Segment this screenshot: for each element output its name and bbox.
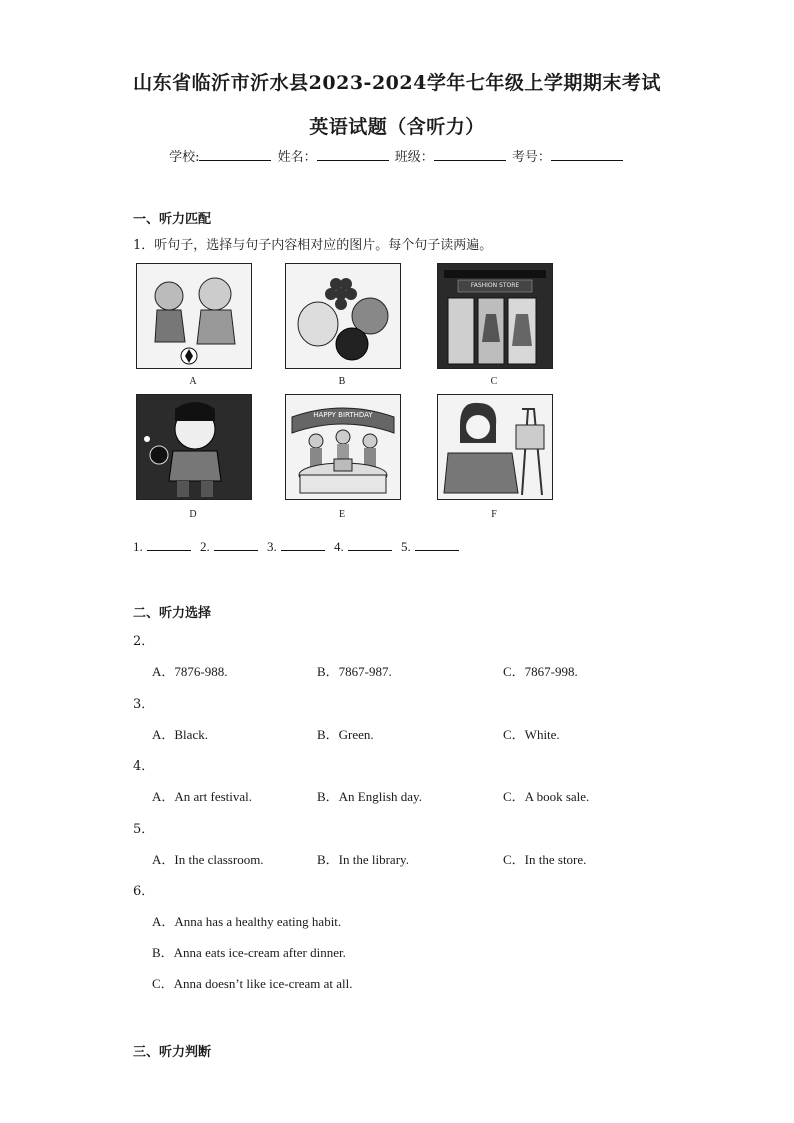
school-blank[interactable]: [199, 148, 271, 161]
option-c[interactable]: C．A book sale.: [503, 789, 590, 804]
option-c[interactable]: C．White.: [503, 727, 560, 742]
picture-d-label: D: [189, 509, 197, 520]
picture-c-store-icon: [437, 263, 553, 369]
exam-number-blank[interactable]: [551, 148, 623, 161]
answer-blanks: [133, 538, 465, 555]
section3-heading: 三、听力判断: [133, 1045, 212, 1060]
option-a[interactable]: A．An art festival.: [152, 789, 253, 804]
birthday-banner: HAPPY BIRTHDAY: [313, 411, 373, 419]
question-number: 3．: [133, 697, 155, 712]
answer-blank[interactable]: [348, 538, 392, 551]
picture-e-label: E: [338, 509, 346, 520]
section1-instruction: 1．听句子，选择与句子内容相对应的图片。每个句子读两遍。: [133, 238, 493, 253]
answer-number: 3.: [267, 539, 277, 554]
picture-c-label: C: [490, 376, 498, 387]
exam-number-label: 考号：: [511, 150, 551, 165]
exam-title-line2: 英语试题（含听力）: [309, 116, 485, 138]
name-blank[interactable]: [317, 148, 389, 161]
question-number: 4．: [133, 759, 155, 774]
answer-number: 1.: [133, 539, 143, 554]
answer-blank[interactable]: [415, 538, 459, 551]
picture-b-fruits-icon: [285, 263, 401, 369]
name-label: 姓名：: [277, 150, 317, 165]
option-c[interactable]: C．In the store.: [503, 852, 587, 867]
picture-e-birthday-icon: [285, 394, 401, 500]
question-number: 2．: [133, 634, 155, 649]
school-label: 学校:: [169, 150, 200, 165]
store-sign: FASHION STORE: [470, 282, 520, 289]
picture-f-painting-icon: [437, 394, 553, 500]
picture-a-label: A: [189, 376, 197, 387]
option-a[interactable]: A．In the classroom.: [152, 852, 264, 867]
picture-d-ping-pong-icon: [136, 394, 252, 500]
option-c[interactable]: C．Anna doesn’t like ice-cream at all.: [152, 976, 353, 991]
class-label: 班级：: [394, 150, 434, 165]
answer-number: 5.: [401, 539, 411, 554]
question-number: 5．: [133, 822, 155, 837]
answer-number: 2.: [200, 539, 210, 554]
picture-b-label: B: [338, 376, 346, 387]
class-blank[interactable]: [434, 148, 506, 161]
answer-blank[interactable]: [214, 538, 258, 551]
option-b[interactable]: B．An English day.: [317, 789, 422, 804]
option-c[interactable]: C．7867-998.: [503, 664, 578, 679]
section1-heading: 一、听力匹配: [133, 212, 212, 227]
exam-title-line1: 山东省临沂市沂水县2023-2024学年七年级上学期期末考试: [133, 72, 661, 94]
option-b[interactable]: B．Anna eats ice-cream after dinner.: [152, 945, 346, 960]
option-a[interactable]: A．7876-988.: [152, 664, 228, 679]
answer-blank[interactable]: [281, 538, 325, 551]
option-a[interactable]: A．Black.: [152, 727, 208, 742]
answer-number: 4.: [334, 539, 344, 554]
student-info-line: [0, 146, 794, 165]
answer-blank[interactable]: [147, 538, 191, 551]
picture-a-soccer-icon: [136, 263, 252, 369]
option-a[interactable]: A．Anna has a healthy eating habit.: [152, 914, 342, 929]
option-b[interactable]: B．Green.: [317, 727, 374, 742]
section2-heading: 二、听力选择: [133, 606, 212, 621]
question-number: 6．: [133, 884, 155, 899]
option-b[interactable]: B．In the library.: [317, 852, 409, 867]
option-b[interactable]: B．7867-987.: [317, 664, 392, 679]
picture-f-label: F: [491, 509, 497, 520]
